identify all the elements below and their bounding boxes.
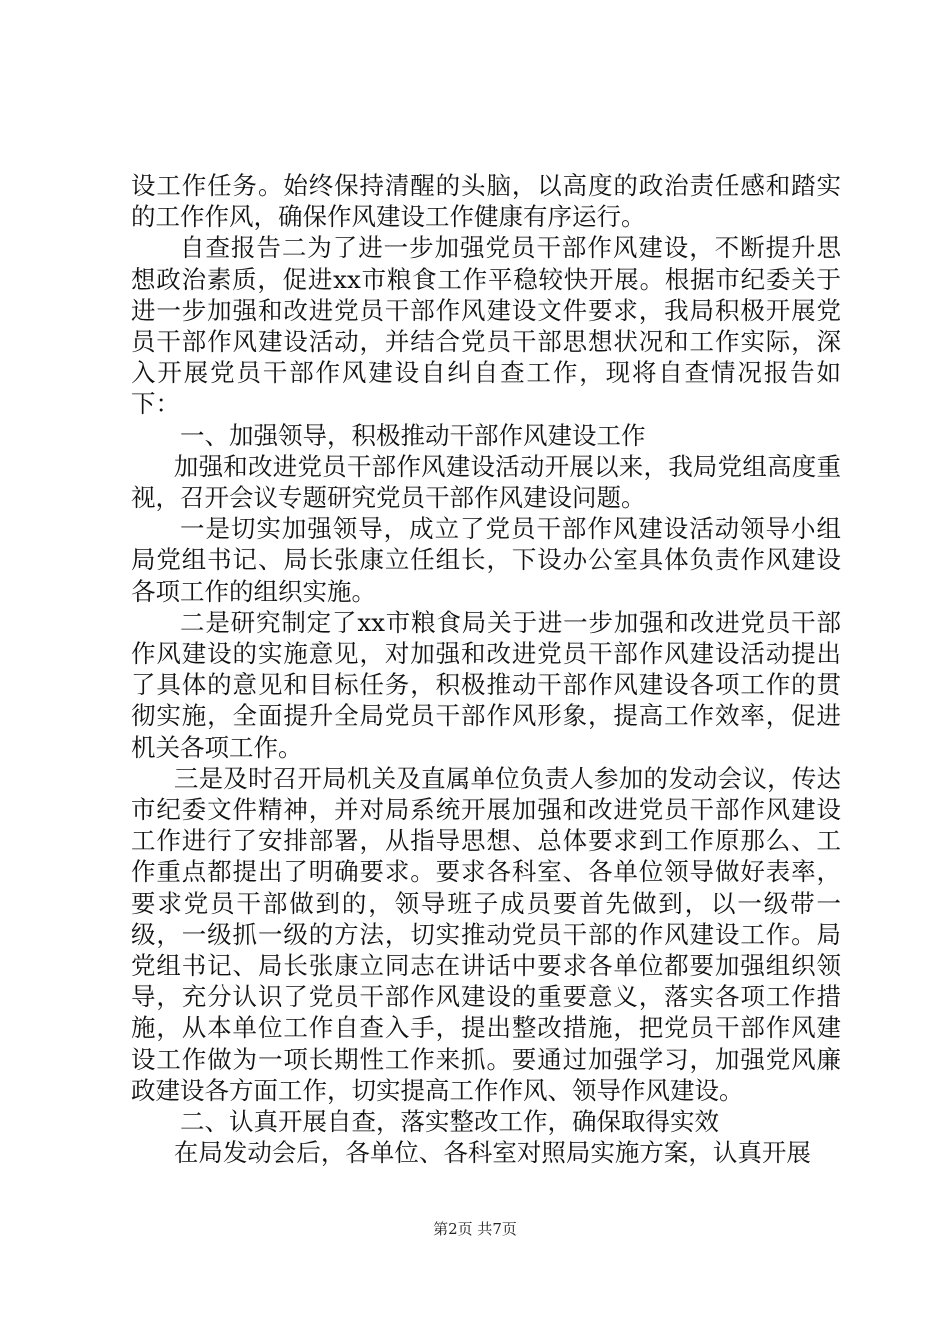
paragraph-continuation: 设工作任务。始终保持清醒的头脑，以高度的政治责任感和踏实的工作作风，确保作风建设工作健康有序运行。 [131, 171, 841, 232]
paragraph-point-2: 二是研究制定了xx市粮食局关于进一步加强和改进党员干部作风建设的实施意见，对加强和改进党员干部作风建设活动提出了具体的意见和目标任务，积极推动干部作风建设各项工作的贯彻实施，全面提升全局党员干部作风形象，提高工作效率，促进机关各项工作。 [131, 607, 841, 762]
paragraph-point-3: 三是及时召开局机关及直属单位负责人参加的发动会议，传达市纪委文件精神，并对局系统开展加强和改进党员干部作风建设工作进行了安排部署，从指导思想、总体要求到工作原那么、工作重点都提出了明确要求。要求各科室、各单位领导做好表率，要求党员干部做到的，领导班子成员要首先做到，以一级带一级，一级抓一级的方法，切实推动党员干部的作风建设工作。局党组书记、局长张康立同志在讲话中要求各单位都要加强组织领导，充分认识了党员干部作风建设的重要意义，落实各项工作措施，从本单位工作自查入手，提出整改措施，把党员干部作风建设工作做为一项长期性工作来抓。要通过加强学习，加强党风廉政建设各方面工作，切实提高工作作风、领导作风建设。 [131, 763, 841, 1105]
page-footer: 第2页 共7页 [433, 1220, 517, 1238]
section-heading-2: 二、认真开展自查，落实整改工作，确保取得实效 [180, 1107, 719, 1137]
paragraph-report-intro: 自查报告二为了进一步加强党员干部作风建设，不断提升思想政治素质，促进xx市粮食工作平稳较快开展。根据市纪委关于进一步加强和改进党员干部作风建设文件要求，我局积极开展党员干部作风建设活动，并结合党员干部思想状况和工作实际，深入开展党员干部作风建设自纠自查工作，现将自查情况报告如下： [131, 233, 841, 419]
document-body [131, 170, 841, 1169]
paragraph-point-1: 一是切实加强领导，成立了党员干部作风建设活动领导小组局党组书记、局长张康立任组长，下设办公室具体负责作风建设各项工作的组织实施。 [131, 514, 841, 606]
paragraph-section-2-intro: 在局发动会后，各单位、各科室对照局实施方案，认真开展 [173, 1138, 811, 1168]
paragraph-section-1-intro: 加强和改进党员干部作风建设活动开展以来，我局党组高度重视，召开会议专题研究党员干部作风建设问题。 [131, 451, 841, 513]
section-heading-1: 一、加强领导，积极推动干部作风建设工作 [180, 420, 646, 450]
